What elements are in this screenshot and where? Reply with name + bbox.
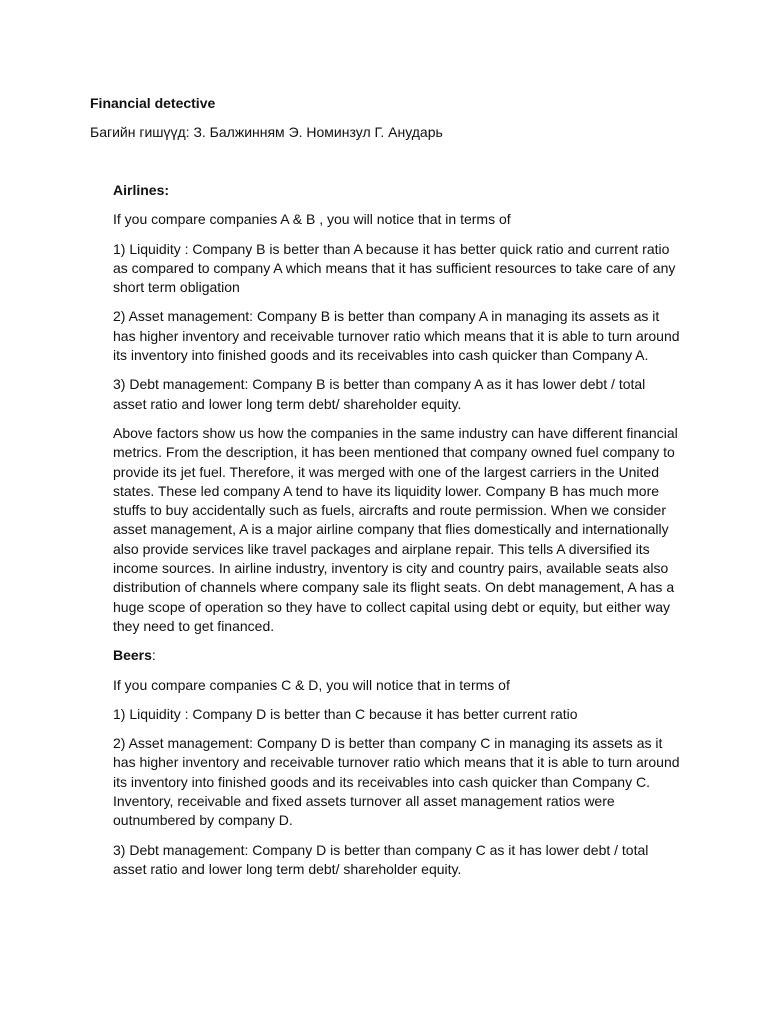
team-members: Багийн гишүүд: З. Балжинням Э. Номинзул Г. Анударь (90, 124, 443, 140)
airlines-liquidity: 1) Liquidity : Company B is better than A because it has better quick ratio and current ratio as compared to company A which means that it has sufficient resources to take care of any short term obligation (113, 240, 676, 296)
airlines-intro: If you compare companies A & B , you will notice that in terms of (113, 211, 511, 228)
airlines-analysis: Above factors show us how the companies in the same industry can have different financial metrics. From the description, it has been mentioned that company owned fuel company to provide its jet fuel. Therefore, it was merged with one of the largest carriers in the United states. These led company A tend to have its liquidity lower. Company B has much more stuffs to buy accidentally such as fuels, aircrafts and route permission. When we consider asset management, A is a major airline company that flies domestically and internationally also provide services like travel packages and airplane repair. This tells A diversified its income sources. In airline industry, inventory is city and country pairs, available seats also distribution of channels where company sale its flight seats. On debt management, A has a huge scope of operation so they have to collect capital using debt or equity, but either way they need to get financed. (113, 424, 678, 634)
document-title: Financial detective (90, 95, 216, 111)
beers-heading-colon: : (151, 647, 156, 664)
airlines-debt-management: 3) Debt management: Company B is better than company A as it has lower debt / total asset ratio and lower long term debt/ shareholder equity. (113, 376, 646, 412)
document-body (113, 181, 681, 889)
airlines-asset-management: 2) Asset management: Company B is better than company A in managing its assets as it has higher inventory and receivable turnover ratio which means that it is able to turn around its inventory into finished goods and its receivables into cash quicker than Company A. (113, 308, 680, 364)
beers-intro: If you compare companies C & D, you will notice that in terms of (113, 676, 510, 693)
beers-debt-management: 3) Debt management: Company D is better than company C as it has lower debt / total asset ratio and lower long term debt/ shareholder equity. (113, 841, 649, 877)
beers-heading (113, 646, 681, 665)
beers-asset-management: 2) Asset management: Company D is better than company C in managing its assets as it has higher inventory and receivable turnover ratio which means that it is able to turn around its inventory into finished goods and its receivables into cash quicker than Company C. Inventory, receivable and fixed assets turnover all asset management ratios were outnumbered by company D. (113, 735, 680, 829)
beers-heading-text: Beers (113, 647, 152, 664)
beers-liquidity: 1) Liquidity : Company D is better than C because it has better current ratio (113, 705, 578, 722)
airlines-heading: Airlines: (113, 182, 170, 198)
